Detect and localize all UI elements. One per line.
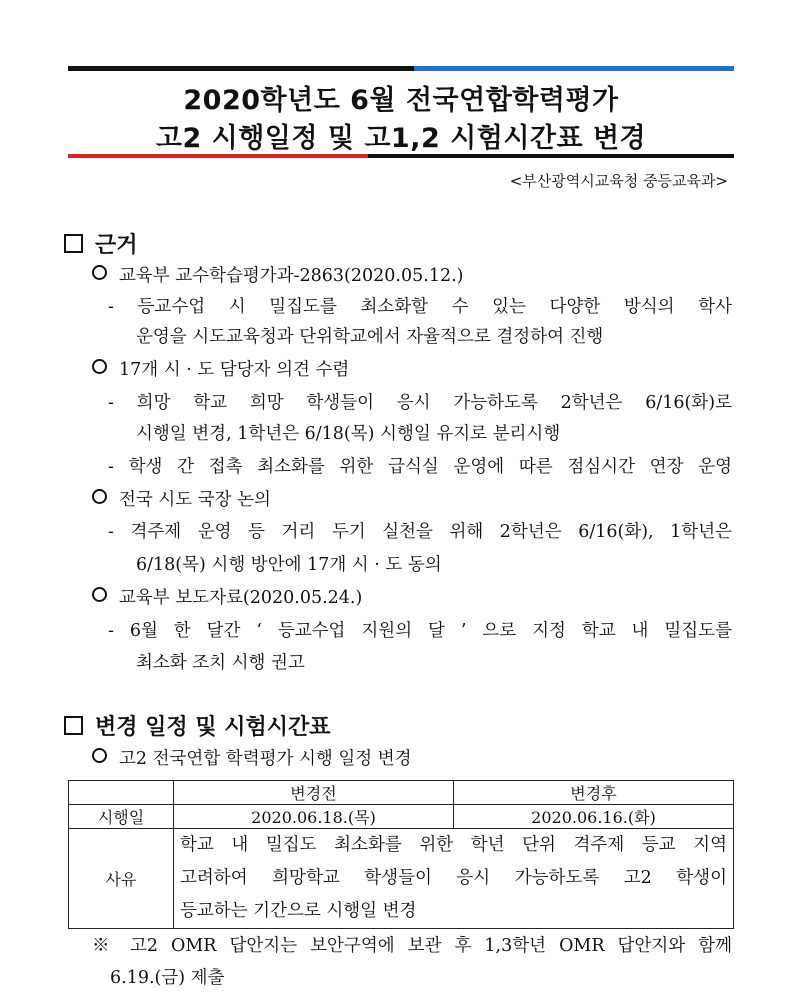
date-after: 2020.06.16.(화) [453, 805, 733, 829]
basis-item-1-title: 교육부 교수학습평가과-2863(2020.05.12.) [119, 266, 464, 286]
basis-item-4-title: 교육부 보도자료(2020.05.24.) [119, 588, 363, 608]
table-row-reason [69, 829, 734, 929]
section-basis-title: 근거 [95, 233, 138, 258]
table-row-date [69, 805, 734, 829]
section-schedule-title: 변경 일정 및 시험시간표 [95, 715, 331, 740]
table-header-before: 변경전 [174, 781, 454, 805]
circle-bullet-icon [92, 265, 107, 280]
note-line-2: 6.19.(금) 제출 [110, 968, 225, 988]
date-before: 2020.06.18.(목) [174, 805, 454, 829]
circle-bullet-icon [92, 489, 107, 504]
basis-item-2-sub-1-line-1: - 희망 학교 희망 학생들이 응시 가능하도록 2학년은 6/16(화)로 [108, 393, 732, 413]
title-line-2: 고2 시행일정 및 고1,2 시험시간표 변경 [155, 123, 647, 154]
basis-item-2 [92, 356, 349, 381]
basis-item-3-sub-line-1: - 격주제 운영 등 거리 두기 실천을 위해 2학년은 6/16(화), 1학년은 [108, 522, 732, 542]
circle-bullet-icon [92, 587, 107, 602]
reason-line-2: 고려하여 희망학교 학생들이 응시 가능하도록 고2 학생이 [180, 868, 727, 888]
basis-item-4-sub-line-1: - 6월 한 달간 ‘ 등교수업 지원의 달 ’ 으로 지정 학교 내 밀집도를 [108, 621, 732, 641]
basis-item-4-sub-line-2: 최소화 조치 시행 권고 [136, 653, 305, 673]
section-basis-heading [64, 228, 138, 259]
reason-cell [174, 829, 734, 929]
reason-line-1: 학교 내 밀집도 최소화를 위한 학년 단위 격주제 등교 지역 [180, 835, 727, 855]
row-date-label: 시행일 [69, 805, 174, 829]
title-top-rule [68, 66, 734, 71]
basis-item-3-title: 전국 시도 국장 논의 [119, 490, 271, 510]
reason-line-3: 등교하는 기간으로 시행일 변경 [180, 901, 417, 921]
submission-note [92, 930, 732, 994]
schedule-item-1-title: 고2 전국연합 학력평가 시행 일정 변경 [119, 749, 412, 769]
basis-item-1-sub-line-2: 운영을 시도교육청과 단위학교에서 자율적으로 결정하여 진행 [136, 327, 604, 347]
table-header-after: 변경후 [453, 781, 733, 805]
basis-item-3-sub-line-2: 6/18(목) 시행 방안에 17개 시 · 도 동의 [136, 555, 442, 575]
circle-bullet-icon [92, 359, 107, 374]
square-bullet-icon [64, 234, 83, 253]
schedule-change-table [68, 780, 734, 929]
basis-item-1-sub-line-1: - 등교수업 시 밀집도를 최소화할 수 있는 다양한 방식의 학사 [108, 297, 732, 317]
schedule-item-1 [92, 745, 412, 770]
note-line-1: ※ 고2 OMR 답안지는 보안구역에 보관 후 1,3학년 OMR 답안지와 함께 [92, 936, 732, 956]
row-reason-label: 사유 [69, 829, 174, 929]
basis-item-3 [92, 486, 271, 511]
section-schedule-heading [64, 710, 331, 741]
basis-item-1 [92, 262, 463, 287]
basis-item-2-sub-1-line-2: 시행일 변경, 1학년은 6/18(목) 시행일 유지로 분리시행 [136, 424, 561, 444]
square-bullet-icon [64, 716, 83, 735]
title-line-1: 2020학년도 6월 전국연합학력평가 [183, 85, 619, 116]
source-department: <부산광역시교육청 중등교육과> [509, 172, 728, 190]
title-bottom-rule [68, 154, 734, 158]
basis-item-2-title: 17개 시 · 도 담당자 의견 수렴 [119, 360, 350, 380]
basis-item-4 [92, 584, 362, 609]
table-header-blank [69, 781, 174, 805]
table-header-row [69, 781, 734, 805]
circle-bullet-icon [92, 748, 107, 763]
basis-item-2-sub-2: - 학생 간 접촉 최소화를 위한 급식실 운영에 따른 점심시간 연장 운영 [108, 457, 732, 477]
